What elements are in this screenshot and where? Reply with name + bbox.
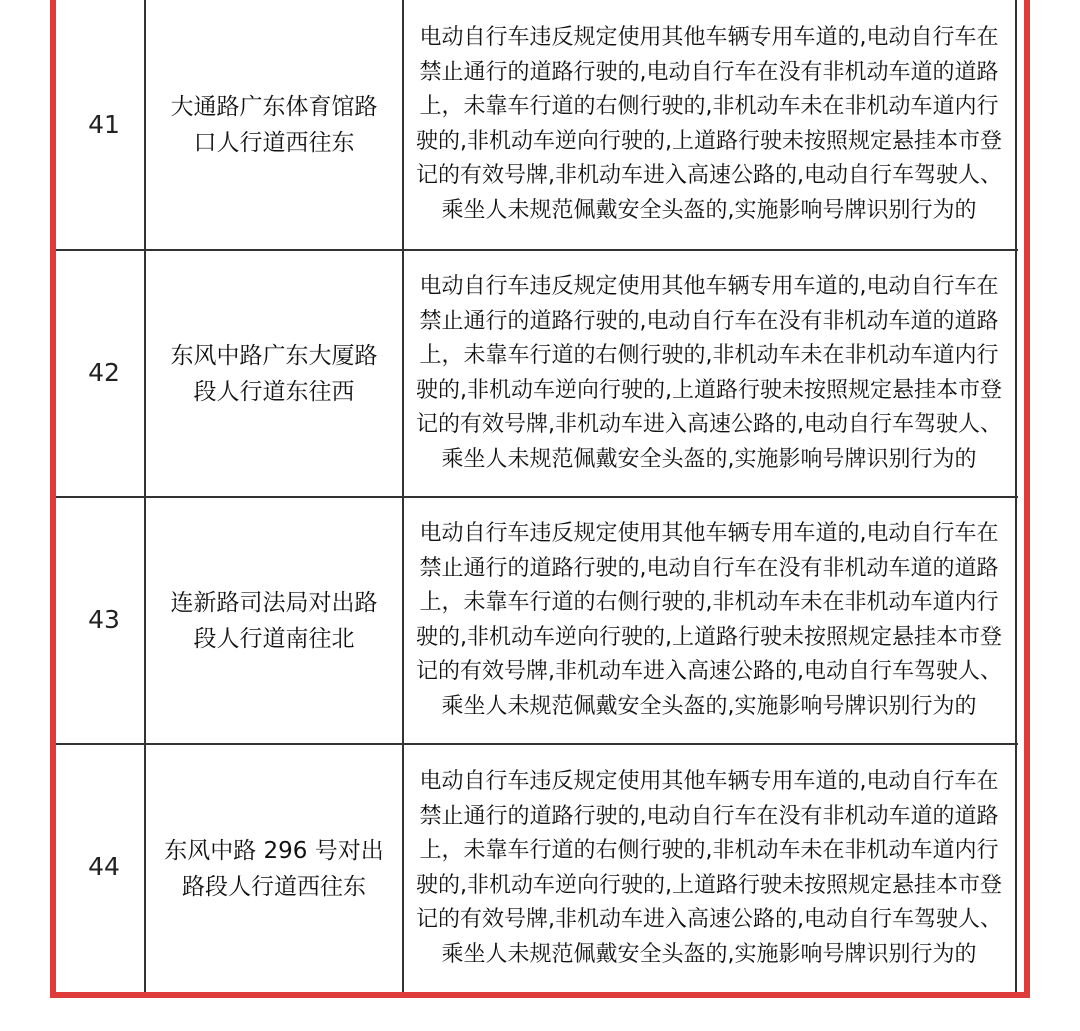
table-row (146, 745, 1016, 992)
description-cell: 电动自行车违反规定使用其他车辆专用车道的,电动自行车在禁止通行的道路行驶的,电动自行车在没有非机动车道的道路上，未靠车行道的右侧行驶的,非机动车未在非机动车道内行驶的,非机动车逆向行驶的,上道路行驶未按照规定悬挂本市登记的有效号牌,非机动车进入高速公路的,电动自行车驾驶人、乘坐人未规范佩戴安全头盔的,实施影响号牌识别行为的 (416, 521, 1002, 719)
row-number: 43 (88, 605, 120, 634)
row-number: 41 (88, 110, 120, 139)
location-cell: 连新路司法局对出路段人行道南往北 (170, 589, 378, 652)
location-cell: 大通路广东体育馆路口人行道西往东 (170, 93, 378, 156)
location-cell: 东风中路 296 号对出路段人行道西往东 (164, 837, 384, 900)
location-cell: 东风中路广东大厦路段人行道东往西 (170, 342, 378, 405)
table-row (146, 0, 1016, 249)
description-cell: 电动自行车违反规定使用其他车辆专用车道的,电动自行车在禁止通行的道路行驶的,电动自行车在没有非机动车道的道路上，未靠车行道的右侧行驶的,非机动车未在非机动车道内行驶的,非机动车逆向行驶的,上道路行驶未按照规定悬挂本市登记的有效号牌,非机动车进入高速公路的,电动自行车驾驶人、乘坐人未规范佩戴安全头盔的,实施影响号牌识别行为的 (416, 274, 1002, 472)
row-number: 42 (88, 358, 120, 387)
table-row (146, 498, 1016, 743)
description-cell: 电动自行车违反规定使用其他车辆专用车道的,电动自行车在禁止通行的道路行驶的,电动自行车在没有非机动车道的道路上，未靠车行道的右侧行驶的,非机动车未在非机动车道内行驶的,非机动车逆向行驶的,上道路行驶未按照规定悬挂本市登记的有效号牌,非机动车进入高速公路的,电动自行车驾驶人、乘坐人未规范佩戴安全头盔的,实施影响号牌识别行为的 (416, 769, 1002, 967)
table-row (146, 251, 1016, 496)
row-number: 44 (88, 852, 120, 881)
description-cell: 电动自行车违反规定使用其他车辆专用车道的,电动自行车在禁止通行的道路行驶的,电动自行车在没有非机动车道的道路上，未靠车行道的右侧行驶的,非机动车未在非机动车道内行驶的,非机动车逆向行驶的,上道路行驶未按照规定悬挂本市登记的有效号牌,非机动车进入高速公路的,电动自行车驾驶人、乘坐人未规范佩戴安全头盔的,实施影响号牌识别行为的 (416, 25, 1002, 223)
